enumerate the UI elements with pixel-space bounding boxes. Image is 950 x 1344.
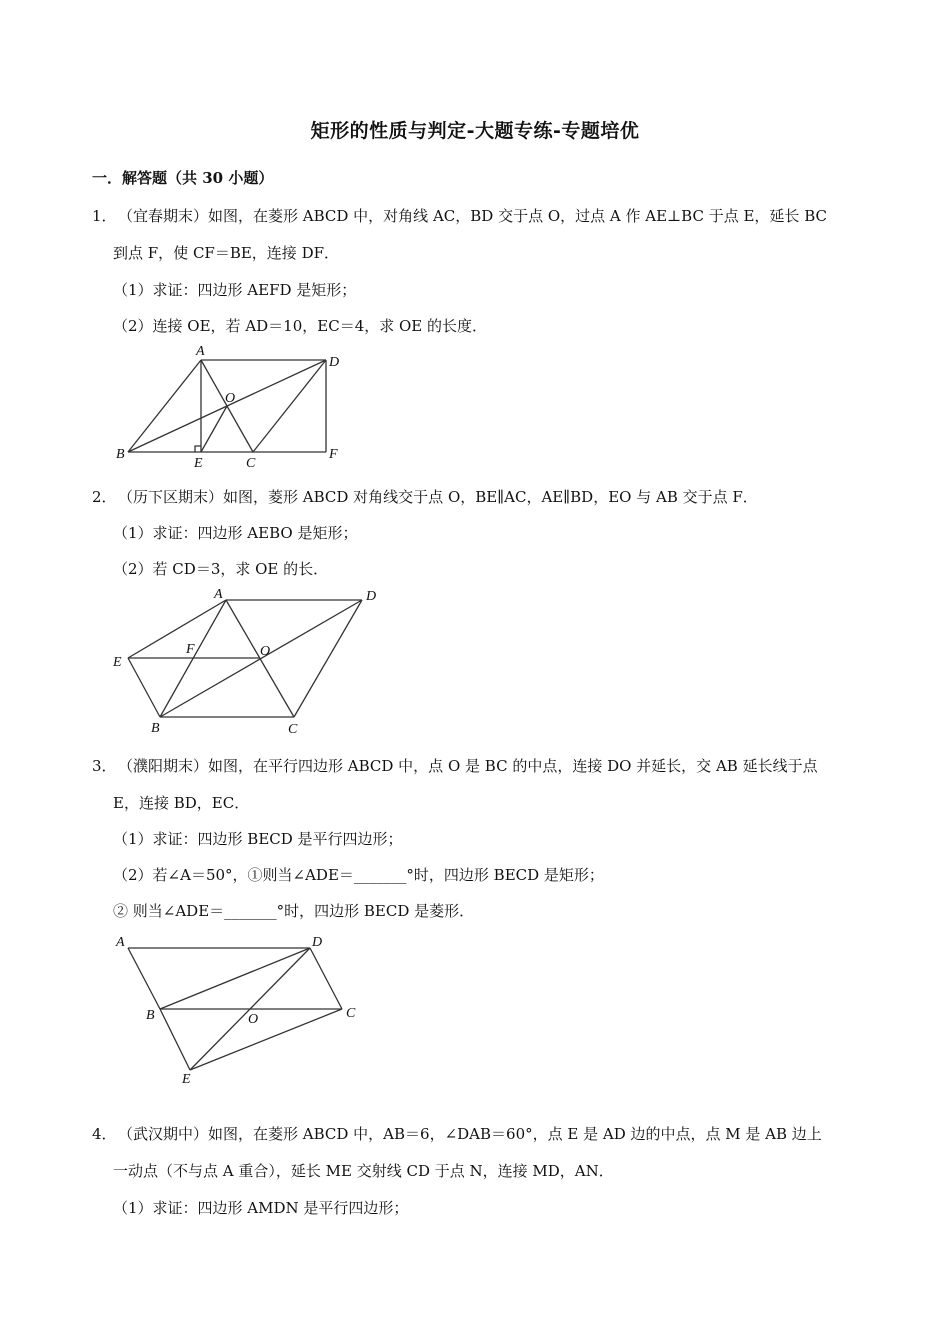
problem-1-stem-cont: 到点 F，使 CF＝BE，连接 DF．	[113, 244, 340, 262]
problem-2-part-1: （1）求证：四边形 AEBO 是矩形；	[113, 524, 358, 542]
page-title: 矩形的性质与判定-大题专练-专题培优	[310, 120, 640, 142]
problem-4-part-1: （1）求证：四边形 AMDN 是平行四边形；	[113, 1199, 409, 1217]
problem-3-stem-cont: E，连接 BD，EC．	[113, 794, 250, 812]
label-D: D	[366, 589, 377, 604]
problem-2-part-2: （2）若 CD＝3，求 OE 的长．	[113, 560, 329, 578]
section-heading: 一．解答题（共 30 小题）	[92, 169, 274, 187]
label-C: C	[246, 456, 256, 471]
problem-3-part-2: （2）若∠A＝50°，①则当∠ADE＝_______°时，四边形 BECD 是矩形；	[113, 866, 604, 884]
label-F: F	[329, 447, 338, 462]
problem-1-figure	[110, 340, 350, 470]
problem-2-figure	[110, 585, 390, 735]
label-O: O	[248, 1012, 259, 1027]
label-B: B	[116, 447, 125, 462]
label-O: O	[225, 391, 236, 406]
problem-4-number: 4．	[92, 1125, 117, 1143]
label-C: C	[346, 1006, 356, 1021]
problem-2-number: 2．	[92, 488, 117, 506]
label-C: C	[288, 722, 298, 737]
problem-4-stem: （武汉期中）如图，在菱形 ABCD 中，AB＝6，∠DAB＝60°，点 E 是 AD 边的中点，点 M 是 AB 边上	[118, 1125, 822, 1143]
label-A: A	[196, 344, 205, 359]
problem-4-stem-cont: 一动点（不与点 A 重合），延长 ME 交射线 CD 于点 N，连接 MD，AN．	[113, 1162, 614, 1180]
label-E: E	[182, 1072, 191, 1087]
label-O: O	[260, 644, 271, 659]
label-B: B	[151, 721, 160, 736]
problem-1-part-1: （1）求证：四边形 AEFD 是矩形；	[113, 281, 357, 299]
label-D: D	[312, 935, 323, 950]
label-A: A	[116, 935, 125, 950]
problem-1-part-2: （2）连接 OE，若 AD＝10，EC＝4，求 OE 的长度．	[113, 317, 488, 335]
label-E: E	[194, 456, 203, 471]
label-E: E	[113, 655, 122, 670]
label-B: B	[146, 1008, 155, 1023]
problem-3-part-1: （1）求证：四边形 BECD 是平行四边形；	[113, 830, 403, 848]
problem-1-stem: （宜春期末）如图，在菱形 ABCD 中，对角线 AC，BD 交于点 O，过点 A 作 AE⊥BC 于点 E，延长 BC	[118, 207, 827, 225]
label-D: D	[329, 355, 340, 370]
label-F: F	[186, 642, 195, 657]
problem-3-stem: （濮阳期末）如图，在平行四边形 ABCD 中，点 O 是 BC 的中点，连接 DO 并延长，交 AB 延长线于点	[118, 757, 818, 775]
label-A: A	[214, 587, 223, 602]
problem-1-number: 1．	[92, 207, 117, 225]
problem-3-part-2b: ② 则当∠ADE＝_______°时，四边形 BECD 是菱形．	[113, 902, 475, 920]
problem-3-figure	[110, 930, 370, 1090]
problem-3-number: 3．	[92, 757, 117, 775]
problem-2-stem: （历下区期末）如图，菱形 ABCD 对角线交于点 O，BE∥AC，AE∥BD，EO 与 AB 交于点 F．	[118, 488, 758, 506]
